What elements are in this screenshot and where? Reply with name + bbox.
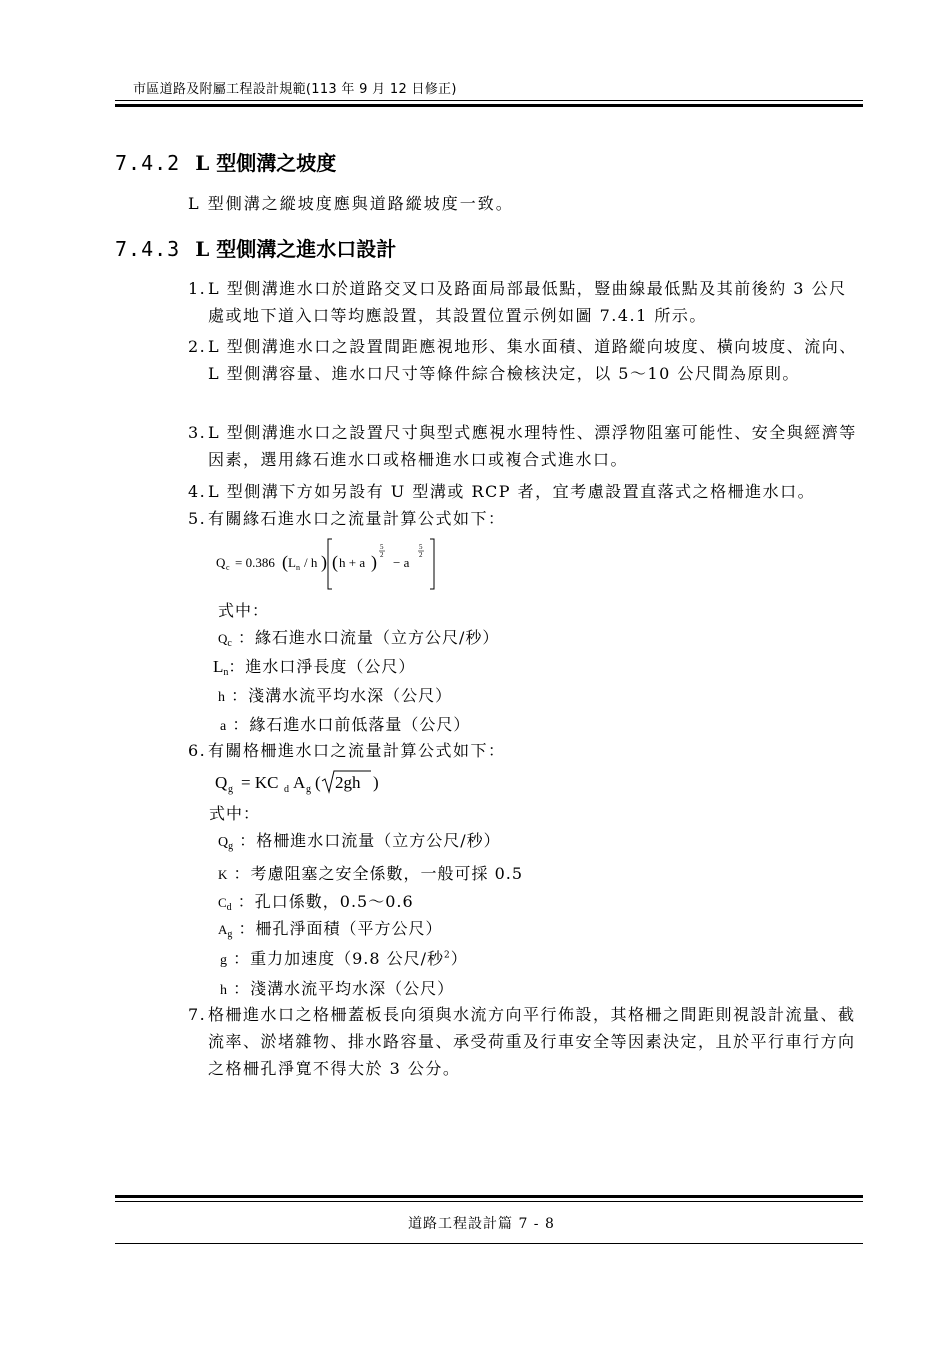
- svg-text:= 0.386: = 0.386: [235, 555, 275, 570]
- item-number: 5.: [188, 509, 207, 528]
- header-rule-thin: [115, 100, 863, 101]
- svg-text:(: (: [315, 773, 321, 792]
- svg-text:A: A: [293, 773, 306, 792]
- grate-inlet-formula: [213, 768, 393, 798]
- section-number: 7.4.2: [115, 151, 181, 175]
- svg-text:Q: Q: [215, 773, 228, 792]
- definition-text: ：緣石進水口流量（立方公尺/秒）: [237, 628, 500, 647]
- svg-text:L: L: [288, 555, 296, 570]
- definition-text: ：孔口係數，0.5～0.6: [237, 892, 414, 911]
- definition-row: [220, 712, 470, 735]
- svg-text:g: g: [306, 784, 311, 795]
- definition-row: [220, 976, 454, 999]
- svg-text:n: n: [296, 563, 300, 572]
- running-header: 市區道路及附屬工程設計規範(113 年 9 月 12 日修正): [133, 82, 457, 97]
- item-number: 1.: [188, 279, 207, 298]
- item-text: 有關緣石進水口之流量計算公式如下：: [208, 509, 506, 528]
- footer-rule-thick: [115, 1195, 863, 1198]
- item-text: L 型側溝進水口之設置間距應視地形、集水面積、道路縱向坡度、橫向坡度、流向、L 型側溝容量、進水口尺寸等條件綜合檢核決定，以 5～10 公尺間為原則。: [208, 337, 857, 383]
- item-text: L 型側溝下方如另設有 U 型溝或 RCP 者，宜考慮設置直落式之格柵進水口。: [208, 482, 816, 501]
- item-number: 7.: [188, 1005, 207, 1024]
- svg-text:): ): [321, 552, 327, 572]
- item-number: 3.: [188, 423, 207, 442]
- list-item-4: [188, 478, 860, 505]
- section-title: L 型側溝之進水口設計: [195, 237, 397, 261]
- definition-symbol: g: [220, 953, 227, 968]
- definition-symbol: h: [218, 690, 225, 705]
- definition-text: ：格柵進水口流量（立方公尺/秒）: [239, 831, 501, 850]
- list-item-6: [188, 737, 860, 764]
- svg-text:5: 5: [419, 543, 423, 551]
- definition-symbol: Q: [218, 835, 229, 850]
- svg-text:Q: Q: [216, 555, 226, 570]
- definition-symbol: a: [220, 719, 227, 734]
- definition-symbol: A: [218, 922, 228, 937]
- where-label-1: 式中：: [218, 601, 270, 620]
- svg-text:): ): [371, 552, 377, 572]
- definition-superscript: 2: [444, 950, 451, 961]
- svg-text:d: d: [284, 784, 289, 795]
- definition-text: ：重力加速度（9.8 公尺/秒: [233, 949, 445, 968]
- page-footer: 道路工程設計篇 7 - 8: [408, 1216, 555, 1232]
- definition-row: [218, 828, 501, 852]
- item-number: 2.: [188, 337, 207, 356]
- footer-rule-bottom: [115, 1243, 863, 1244]
- footer-rule-thin: [115, 1201, 863, 1202]
- definition-row: [213, 654, 415, 678]
- svg-text:− a: − a: [393, 555, 410, 570]
- definition-text: ：淺溝水流平均水深（公尺）: [233, 979, 455, 998]
- definition-text: ：柵孔淨面積（平方公尺）: [238, 919, 443, 938]
- svg-text:= KC: = KC: [241, 773, 279, 792]
- svg-text:(: (: [332, 552, 338, 572]
- item-text: L 型側溝進水口於道路交叉口及路面局部最低點，豎曲線最低點及其前後約 3 公尺處或地下道入口等均應設置，其設置位置示例如圖 7.4.1 所示。: [208, 279, 847, 325]
- header-rule-thick: [115, 104, 863, 107]
- definition-subscript: g: [228, 841, 234, 852]
- list-item-5: [188, 505, 860, 532]
- section-742-text: L 型側溝之縱坡度應與道路縱坡度一致。: [188, 194, 514, 213]
- definition-row: [218, 683, 452, 706]
- svg-text:2: 2: [419, 551, 423, 559]
- list-item-1: [188, 275, 860, 329]
- definition-symbol: L: [213, 657, 224, 676]
- list-item-7: [188, 1001, 860, 1082]
- svg-text:h + a: h + a: [339, 555, 366, 570]
- definition-symbol: K: [218, 867, 228, 882]
- svg-text:(: (: [282, 552, 288, 572]
- section-heading-742: [115, 147, 336, 176]
- svg-text:/ h: / h: [304, 555, 318, 570]
- definition-row: [218, 889, 414, 913]
- definition-text: ：考慮阻塞之安全係數，一般可採 0.5: [233, 864, 524, 883]
- svg-text:g: g: [228, 784, 233, 795]
- list-item-2: [188, 333, 860, 387]
- item-text: L 型側溝進水口之設置尺寸與型式應視水理特性、漂浮物阻塞可能性、安全與經濟等因素，選用緣石進水口或格柵進水口或複合式進水口。: [208, 423, 857, 469]
- list-item-3: [188, 419, 860, 473]
- definition-subscript: n: [223, 667, 229, 678]
- definition-text: ：緣石進水口前低落量（公尺）: [232, 715, 471, 734]
- curb-inlet-formula: [208, 535, 448, 593]
- item-text: 格柵進水口之格柵蓋板長向須與水流方向平行佈設，其格柵之間距則視設計流量、截流率、淤堵雜物、排水路容量、承受荷重及行車安全等因素決定，且於平行車行方向之格柵孔淨寬不得大於 3 公分。: [208, 1005, 856, 1078]
- definition-text: ：進水口淨長度（公尺）: [228, 657, 416, 676]
- definition-symbol: h: [220, 983, 227, 998]
- svg-text:2: 2: [380, 551, 384, 559]
- definition-symbol: C: [218, 895, 227, 910]
- definition-subscript: c: [227, 638, 232, 649]
- svg-text:c: c: [226, 563, 230, 572]
- definition-symbol: Q: [218, 631, 228, 646]
- section-number: 7.4.3: [115, 237, 181, 261]
- item-number: 4.: [188, 482, 207, 501]
- definition-row: [218, 861, 523, 884]
- item-text: 有關格柵進水口之流量計算公式如下：: [208, 741, 506, 760]
- definition-row: [218, 916, 443, 940]
- svg-text:5: 5: [380, 543, 384, 551]
- definition-tail: ）: [450, 949, 468, 968]
- section-heading-743: [115, 233, 396, 262]
- definition-text: ：淺溝水流平均水深（公尺）: [231, 686, 453, 705]
- section-title: L 型側溝之坡度: [195, 151, 337, 175]
- definition-subscript: d: [226, 902, 232, 913]
- definition-subscript: g: [227, 929, 233, 940]
- definition-row: [218, 625, 499, 649]
- definition-row: [220, 946, 468, 969]
- item-number: 6.: [188, 741, 207, 760]
- where-label-2: 式中：: [209, 804, 261, 823]
- svg-text:): ): [373, 773, 379, 792]
- svg-text:2gh: 2gh: [335, 773, 361, 792]
